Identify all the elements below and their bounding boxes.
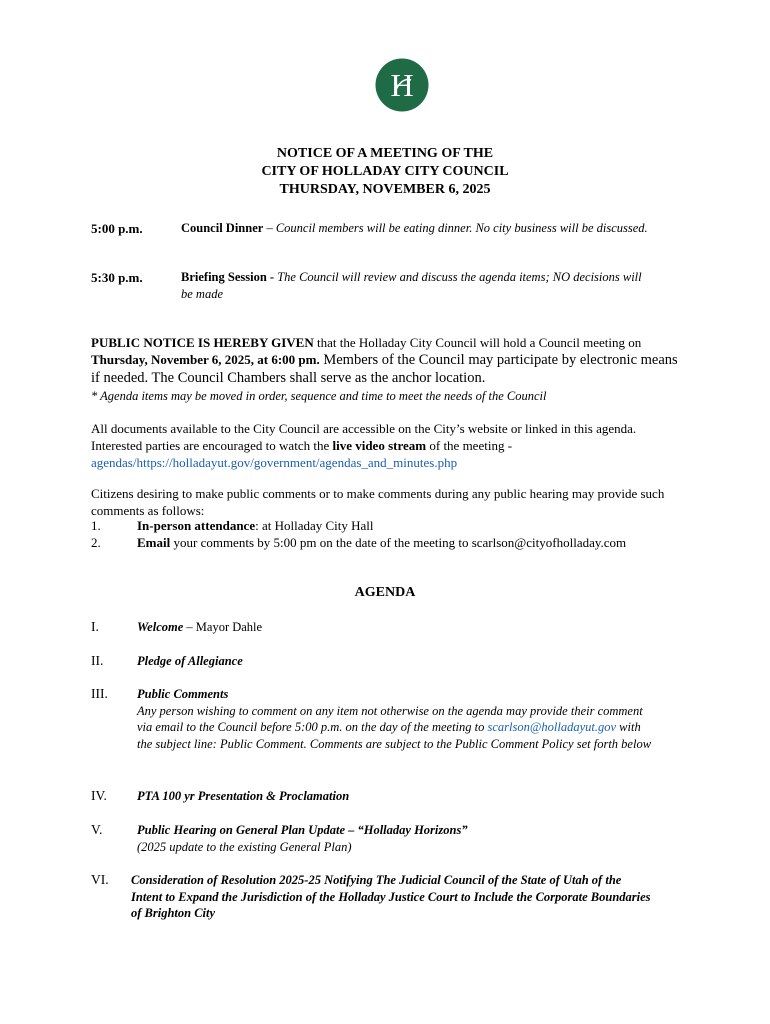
notice-date: Thursday, November 6, 2025, at 6:00 pm.	[91, 352, 320, 367]
agenda-item-title: PTA 100 yr Presentation & Proclamation	[137, 789, 350, 803]
agenda-item-desc: (2025 update to the existing General Plan)	[137, 839, 352, 854]
agenda-item-title: Welcome	[137, 620, 184, 634]
comment-option-title: Email	[137, 535, 171, 550]
agenda-item-desc-cont: with the subject line: Public Comment. Comments are subject to the Public Comment Policy set forth below	[137, 720, 652, 751]
notice-text-1: that the Holladay City Council will hold a Council meeting on	[313, 335, 642, 350]
agenda-order-note: * Agenda items may be moved in order, sequence and time to meet the needs of the Council	[91, 389, 547, 403]
comment-option-text: your comments by 5:00 pm on the date of the meeting to scarlson@cityofholladay.com	[170, 535, 627, 550]
schedule-time-dinner: 5:00 p.m.	[91, 221, 143, 236]
agenda-item-number: VI.	[91, 872, 109, 887]
documents-text-2: of the meeting -	[426, 438, 513, 453]
agenda-item-number: III.	[91, 686, 108, 701]
comment-option-title: In-person attendance	[137, 518, 256, 533]
agendas-link[interactable]: agendas/https://holladayut.gov/government/agendas_and_minutes.php	[91, 455, 458, 470]
schedule-desc-briefing	[181, 269, 651, 303]
title-line-3: THURSDAY, NOVEMBER 6, 2025	[279, 182, 491, 197]
comment-option-number: 2.	[91, 535, 101, 550]
notice-title	[0, 145, 770, 199]
holladay-logo	[375, 58, 429, 112]
agenda-item-welcome	[137, 619, 657, 636]
schedule-text-dinner: Council members will be eating dinner. No city business will be discussed.	[275, 221, 648, 235]
comment-option-in-person	[137, 518, 374, 534]
email-link[interactable]: scarlson@holladayut.gov	[487, 720, 617, 734]
live-stream-label: live video stream	[332, 438, 427, 453]
agenda-heading: AGENDA	[354, 585, 416, 600]
schedule-text-briefing: The Council will review and discuss the agenda items; NO decisions will be made	[181, 270, 642, 301]
agenda-item-number: I.	[91, 619, 99, 634]
title-line-1: NOTICE OF A MEETING OF THE	[276, 146, 494, 161]
notice-text-2: Members of the Council may participate by electronic means if needed. The Council Chambers shall serve as the anchor location.	[91, 352, 678, 386]
schedule-time-briefing: 5:30 p.m.	[91, 270, 143, 285]
title-line-2: CITY OF HOLLADAY CITY COUNCIL	[261, 164, 509, 179]
agenda-item-number: V.	[91, 822, 103, 837]
agenda-item-title: Public Hearing on General Plan Update – “Holladay Horizons”	[137, 823, 468, 837]
schedule-sep: –	[263, 221, 276, 235]
notice-lead: PUBLIC NOTICE IS HEREBY GIVEN	[91, 335, 314, 350]
agenda-item-pta	[137, 788, 657, 805]
documents-text-1: All documents available to the City Council are accessible on the City’s website or linked in this agenda. Interested parties are encouraged to watch the	[91, 421, 637, 453]
schedule-desc-dinner	[181, 220, 651, 237]
documents-paragraph	[91, 420, 681, 471]
agenda-item-pledge	[137, 653, 657, 670]
agenda-item-public-comments	[137, 686, 657, 752]
agenda-item-number: II.	[91, 653, 104, 668]
comment-option-text: : at Holladay City Hall	[255, 518, 374, 533]
schedule-title-briefing: Briefing Session -	[181, 270, 278, 284]
agenda-item-rest: – Mayor Dahle	[183, 620, 263, 634]
public-notice-paragraph	[91, 334, 681, 405]
schedule-title-dinner: Council Dinner	[181, 221, 264, 235]
agenda-item-desc: Any person wishing to comment on any item not otherwise on the agenda may provide their comment via email to the Council before 5:00 p.m. on the day of the meeting to	[137, 703, 643, 734]
agenda-item-number: IV.	[91, 788, 107, 803]
agenda-item-title: Public Comments	[137, 687, 229, 701]
comment-option-email	[137, 535, 626, 551]
logo-letter: H	[390, 67, 414, 103]
comment-option-number: 1.	[91, 518, 101, 533]
agenda-item-public-hearing	[137, 822, 657, 855]
comments-intro: Citizens desiring to make public comments or to make comments during any public hearing may provide such comments as follows:	[91, 486, 665, 518]
agenda-item-resolution: Consideration of Resolution 2025-25 Notifying The Judicial Council of the State of Utah of the Intent to Expand the Jurisdiction of the Holladay Justice Court to Include the Corporate Boundaries of Brighton City	[131, 873, 651, 920]
agenda-item-title: Pledge of Allegiance	[137, 654, 243, 668]
